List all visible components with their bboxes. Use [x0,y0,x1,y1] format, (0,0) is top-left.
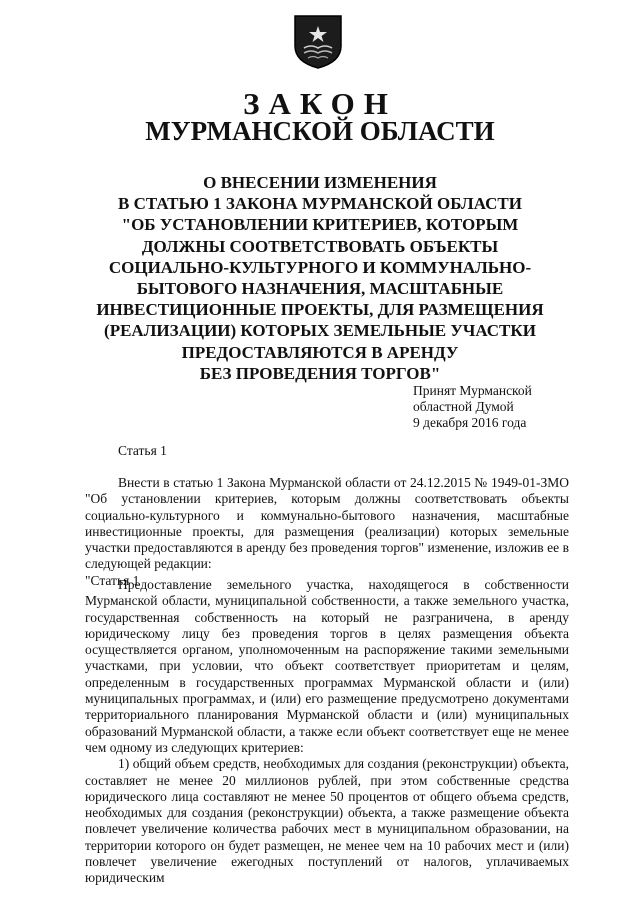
adoption-date: 9 декабря 2016 года [413,415,527,430]
subject-line: (РЕАЛИЗАЦИИ) КОТОРЫХ ЗЕМЕЛЬНЫЕ УЧАСТКИ [104,321,536,341]
subject-line: В СТАТЬЮ 1 ЗАКОНА МУРМАНСКОЙ ОБЛАСТИ [118,194,522,214]
coat-of-arms-icon [289,12,347,70]
adoption-note [413,383,532,431]
criterion-item-1: 1) общий объем средств, необходимых для создания (реконструкции) объекта, составляет не менее 20 миллионов рублей, при этом собственные средства юридического лица составляют не менее 50 процентов от общего объема средств, необходимых для создания (реконструкции) объекта, а также размещение объекта повлечет увеличение количества рабочих мест в муниципальном образовании, на территории которого он будет размещен, не менее чем на 10 рабочих мест и (или) повлечет увеличение ежегодных поступлений от налогов, уплачиваемых юридическим [85,756,569,886]
law-subject-heading [60,172,580,384]
quoted-article-heading: "Статья 1 [85,572,140,588]
subject-line: СОЦИАЛЬНО-КУЛЬТУРНОГО И КОММУНАЛЬНО- [108,257,532,277]
adoption-line: областной Думой [413,399,514,414]
adoption-line: Принят Мурманской [413,383,532,398]
subject-line: "ОБ УСТАНОВЛЕНИИ КРИТЕРИЕВ, КОТОРЫМ [121,215,519,235]
subject-line: БЫТОВОГО НАЗНАЧЕНИЯ, МАСШТАБНЫЕ [136,279,504,299]
region-title: МУРМАНСКОЙ ОБЛАСТИ [145,116,495,146]
article-text-section [85,577,569,887]
subject-line: БЕЗ ПРОВЕДЕНИЯ ТОРГОВ" [199,363,441,383]
subject-line: ИНВЕСТИЦИОННЫЕ ПРОЕКТЫ, ДЛЯ РАЗМЕЩЕНИЯ [96,300,544,320]
main-paragraph: Предоставление земельного участка, находящегося в собственности Мурманской области, муниципальной собственности, а также земельного участка, государственная собственность на который не разграничена, в аренду юридическому лицу без проведения торгов в целях размещения объекта осуществляется органом, уполномоченным на распоряжение такими земельными участками, при условии, что объект соответствует приоритетам и целям, определенным в государственных программах Мурманской области и (или) муниципальных программах, и (или) его размещение предусмотрено документами территориального планирования Мурманской области и (или) муниципальных образований Мурманской области, а также если объект соответствует еще не менее чем одному из следующих критериев: [85,577,569,755]
law-title: ЗАКОН [243,86,397,121]
subject-line: ДОЛЖНЫ СООТВЕТСТВОВАТЬ ОБЪЕКТЫ [141,236,499,256]
coat-of-arms-emblem [289,12,347,70]
subject-line: О ВНЕСЕНИИ ИЗМЕНЕНИЯ [203,173,437,192]
subject-line: ПРЕДОСТАВЛЯЮТСЯ В АРЕНДУ [181,342,459,362]
article-heading: Статья 1 [118,443,167,458]
intro-section [85,475,569,589]
intro-paragraph: Внести в статью 1 Закона Мурманской области от 24.12.2015 № 1949-01-ЗМО "Об установлении критериев, которым должны соответствовать объекты социально-культурного и коммунально-бытового назначения, масштабные инвестиционные проекты, для размещения (реализации) которых земельные участки предоставляются в аренду без проведения торгов" изменение, изложив ее в следующей редакции: [85,475,569,572]
